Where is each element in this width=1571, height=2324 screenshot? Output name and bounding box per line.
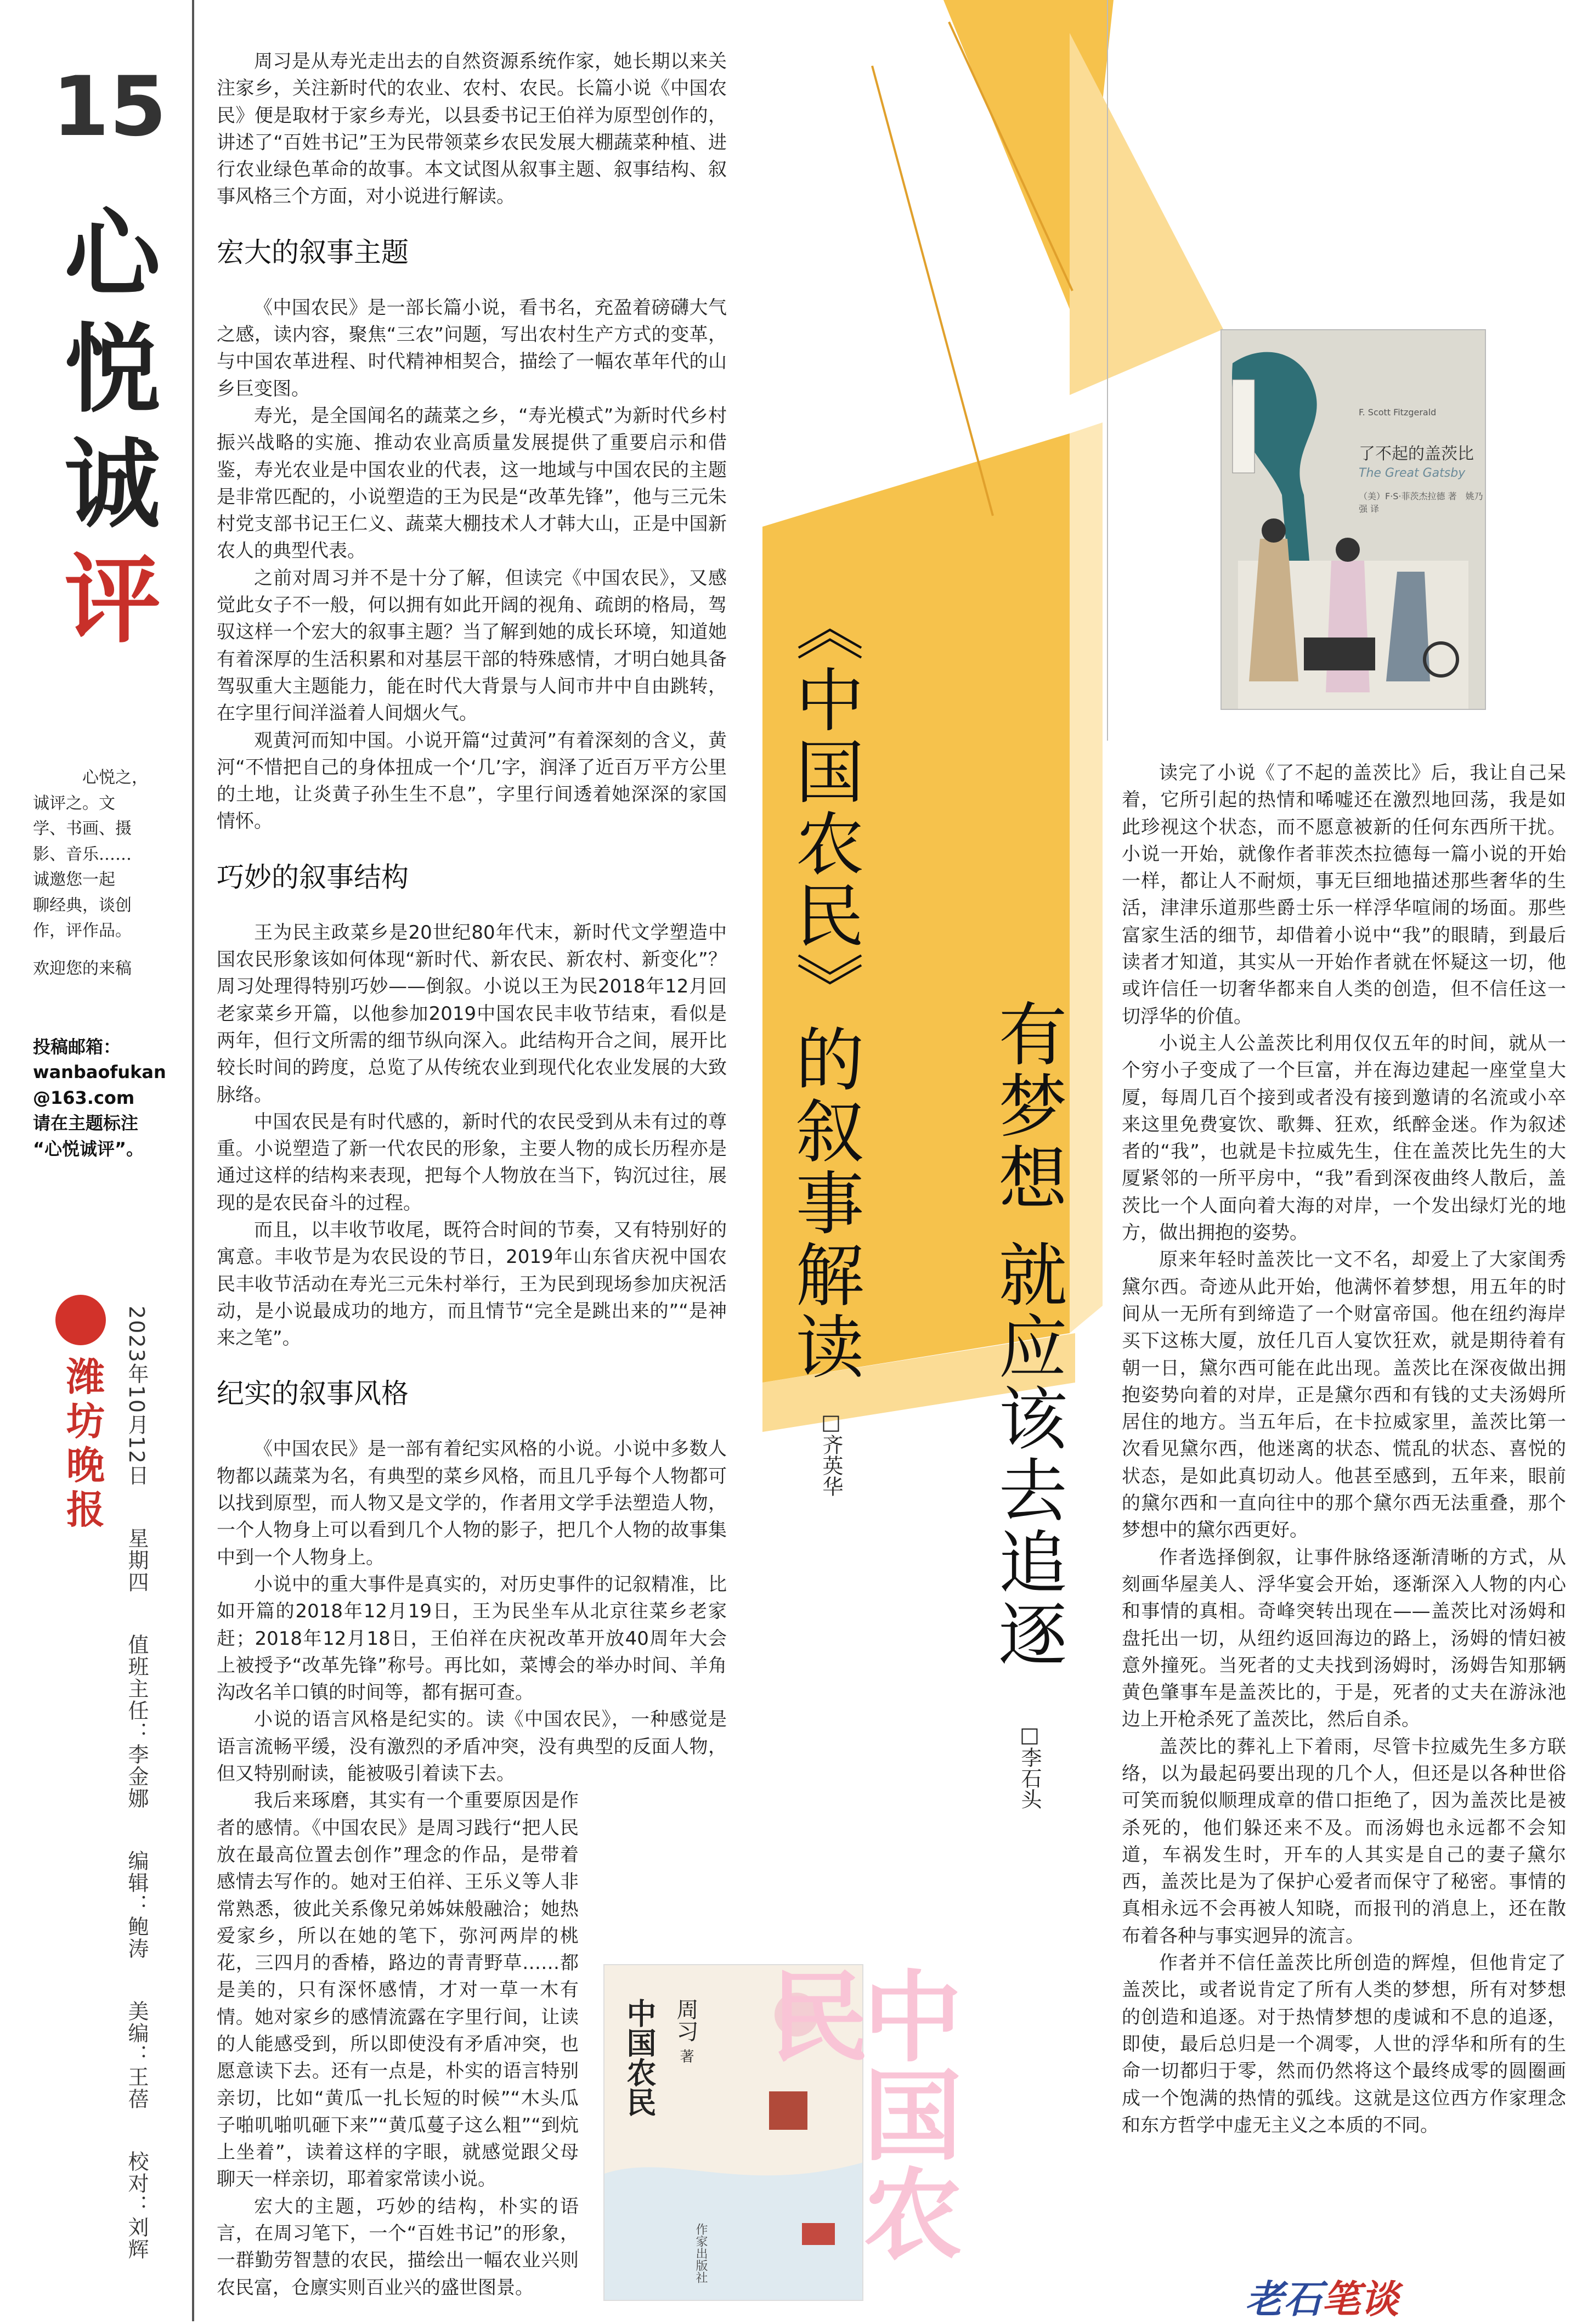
article-paragraph: 《中国农民》是一部长篇小说，看书名，充盈着磅礴大气之感，读内容，聚焦“三农”问题，写出农村生产方式的变革，与中国农革进程、时代精神相契合，描绘了一幅农革年代的山乡巨变图。	[217, 296, 727, 400]
article-paragraph: 作者并不信任盖茨比所创造的辉煌，但他肯定了盖茨比，或者说肯定了所有人类的梦想，所有对梦想的创造和追逐。对于热情梦想的虔诚和不息的追逐，即使，最后总归是一个凋零，人世的浮华和所有的生命一切都归于零，然而仍然将这个最终成零的圆圈画成一个饱满的热情的弧线。这就是这位西方作家理念和东方哲学中虚无主义之本质的不同。	[1122, 1952, 1566, 2136]
book-publisher: 作家出版社	[694, 2223, 708, 2283]
intro-line: 诚邀您一起	[33, 870, 115, 889]
article-paragraph: 小说主人公盖茨比利用仅仅五年的时间，就从一个穷小子变成了一个巨富，并在海边建起一座堂皇大厦，每周几百个接到或者没有接到邀请的名流或小卒来这里免费宴饮、歌舞、狂欢，纸醉金迷。作为叙述者的“我”，也就是卡拉威先生，住在盖茨比先生的大厦紧邻的一所平房中，“我”看到深夜曲终人散后，盖茨比一个人面向着大海的对岸，一个发出绿灯光的地方，做出拥抱的姿势。	[1122, 1032, 1566, 1244]
article2-title: 有梦想 就应该去追逐	[987, 999, 1066, 1671]
contact-line: 请在主题标注	[33, 1113, 139, 1134]
article-paragraph: 我后来琢磨，其实有一个重要原因是作者的感情。《中国农民》是周习践行“把人民放在最高位置去创作”理念的作品，是带着感情去写作的。她对王伯祥、王乐义等人非常熟悉，彼此关系像兄弟姊妹般融洽；她热爱家乡，所以在她的笔下，弥河两岸的桃花，三四月的香椿，路边的青青野草……都是美的，只有深怀感情，才对一草一木有情。她对家乡的感情流露在字里行间，让读的人能感受到，所以即使没有矛盾冲突，也愿意读下去。还有一点是，朴实的语言特别亲切，比如“黄瓜一扎长短的时候”“木头瓜子啪叽啪叽砸下来”“黄瓜蔓子这么粗”“到炕上坐着”，读着这样的字眼，就感觉跟父母聊天一样亲切，耶着家常读小说。	[217, 1790, 579, 2191]
article1-author: □齐英华	[819, 1410, 843, 1497]
footer-column-logo	[1245, 2269, 1399, 2324]
column-intro	[33, 765, 197, 982]
cover-illustration	[1222, 330, 1485, 709]
article2-body	[1122, 760, 1566, 2139]
staff-line: 校对：刘辉	[125, 2150, 149, 2260]
contact-line: “心悦诚评”。	[33, 1138, 144, 1159]
column-name-char: 悦	[64, 314, 161, 426]
book-cover-chinese-farmer	[603, 1964, 962, 2301]
article-paragraph: 而且，以丰收节收尾，既符合时间的节奏，又有特别好的寓意。丰收节是为农民设的节日，2019年山东省庆祝中国农民丰收节活动在寿光三元朱村举行，王为民到现场参加庆祝活动，是小说最成功的地方，而且情节“完全是跳出来的”“是神来之笔”。	[217, 1219, 727, 1350]
book-cover-gatsby	[1220, 329, 1486, 710]
contact-line: 投稿邮箱：	[33, 1036, 121, 1057]
contact-line: wanbaofukan	[33, 1062, 166, 1083]
newspaper-name-char: 坊	[66, 1398, 105, 1444]
newspaper-name-char: 报	[66, 1487, 105, 1532]
article-paragraph: 小说中的重大事件是真实的，对历史事件的记叙精准，比如开篇的2018年12月19日，王为民坐车从北京往菜乡老家赶；2018年12月18日，王伯祥在庆祝改革开放40周年大会上被授予“改革先锋”称号。再比如，菜博会的举办时间、羊角沟改名羊口镇的时间等，都有据可查。	[217, 1573, 727, 1704]
article-paragraph: 原来年轻时盖茨比一文不名，却爱上了大家闺秀黛尔西。奇迹从此开始，他满怀着梦想，用五年的时间从一无所有到缔造了一个财富帝国。他在纽约海岸买下这栋大厦，放任几百人宴饮狂欢，就是期待着有朝一日，黛尔西可能在此出现。盖茨比在深夜做出拥抱姿势向着的对岸，正是黛尔西和有钱的丈夫汤姆所居住的地方。当五年后，在卡拉威家里，盖茨比第一次看见黛尔西，他迷离的状态、慌乱的状态、喜悦的状态，是如此真切动人。他甚至感到，五年来，眼前的黛尔西和一直向往中的那个黛尔西无法重叠，那个梦想中的黛尔西更好。	[1122, 1249, 1566, 1542]
issue-weekday: 星期四	[125, 1527, 149, 1593]
staff-line: 编辑：鲍涛	[125, 1849, 149, 1960]
intro-line: 影、音乐……	[33, 844, 132, 864]
article-paragraph: 之前对周习并不是十分了解，但读完《中国农民》，又感觉此女子不一般，何以拥有如此开阔的视角、疏朗的格局，驾驭这样一个宏大的叙事主题？当了解到她的成长环境，知道她有着深厚的生活积累和对基层干部的特殊感情，才明白她具备驾驭重大主题能力，能在时代大背景与人间市井中自由跳转，在字里行间洋溢着人间烟火气。	[217, 567, 727, 725]
article-paragraph: 小说的语言风格是纪实的。读《中国农民》，一种感觉是语言流畅平缓，没有激烈的矛盾冲突，没有典型的反面人物，但又特别耐读，能被吸引着读下去。	[217, 1708, 727, 1785]
book-author	[670, 1998, 702, 2063]
yellow-wedge-top	[1070, 33, 1223, 395]
newspaper-name	[64, 1355, 108, 1532]
intro-line: 心悦之，	[82, 768, 148, 787]
footer-logo-part: 老石	[1245, 2277, 1322, 2322]
book-author-en: F. Scott Fitzgerald	[1359, 407, 1437, 418]
article2-author: □李石头	[1018, 1723, 1042, 1809]
contact-line: @163.com	[33, 1087, 135, 1108]
section-heading: 巧妙的叙事结构	[217, 861, 409, 893]
book-title-en: The Great Gatsby	[1359, 466, 1466, 480]
logo-icon	[55, 1295, 106, 1345]
article1-body	[217, 48, 727, 2302]
article-paragraph: 王为民主政菜乡是20世纪80年代末，新时代文学塑造中国农民形象该如何体现“新时代、新农民、新农村、新变化”？周习处理得特别巧妙——倒叙。小说以王为民2018年12月回老家菜乡开篇，以他参加2019中国农民丰收节结束，看似是两年，但行文所需的细节纵向深入。此结构开合之间，展开比较长时间的跨度，总览了从传统农业到现代化农业发展的大致脉络。	[217, 921, 727, 1106]
article-paragraph: 周习是从寿光走出去的自然资源系统作家，她长期以来关注家乡，关注新时代的农业、农村、农民。长篇小说《中国农民》便是取材于家乡寿光，以县委书记王伯祥为原型创作的，讲述了“百姓书记”王为民带领菜乡农民发展大棚蔬菜种植、进行农业绿色革命的故事。本文试图从叙事主题、叙事结构、叙事风格三个方面，对小说进行解读。	[217, 50, 727, 208]
newspaper-name-char: 潍	[66, 1355, 105, 1400]
issue-date: 2023年10月12日	[125, 1306, 149, 1487]
article-paragraph: 寿光，是全国闻名的蔬菜之乡，“寿光模式”为新时代乡村振兴战略的实施、推动农业高质量发展提供了重要启示和借鉴，寿光农业是中国农业的代表，这一地域与中国农民的主题是非常匹配的，小说塑造的王为民是“改革先锋”，他与三元朱村党支部书记王仁义、蔬菜大棚技术人才韩大山，正是中国新农人的典型代表。	[217, 404, 727, 562]
article-paragraph: 中国农民是有时代感的，新时代的农民受到从未有过的尊重。小说塑造了新一代农民的形象，主要人物的成长历程亦是通过这样的结构来表现，把每个人物放在当下，钩沉过往，展现的是农民奋斗的过程。	[217, 1110, 727, 1214]
article1-title: 《中国农民》的叙事解读	[784, 593, 863, 1383]
issue-meta	[112, 1306, 151, 2293]
article-paragraph: 宏大的主题，巧妙的结构，朴实的语言，在周习笔下，一个“百姓书记”的形象，一群勤劳智慧的农民，描绘出一幅农业兴则农民富，仓廪实则百业兴的盛世图景。	[217, 2195, 579, 2299]
intro-line: 诚评之。文	[33, 793, 115, 813]
section-heading: 宏大的叙事主题	[217, 236, 409, 268]
newspaper-logo	[50, 1295, 111, 1352]
column-name-char: 评	[64, 545, 161, 656]
page-number: 15	[52, 59, 167, 155]
article-paragraph: 观黄河而知中国。小说开篇“过黄河”有着深刻的含义，黄河“不惜把自己的身体扭成一个‘几’字，润泽了近百万平方公里的土地，让炎黄子孙生生不息”，字里行间透着她深深的家国情怀。	[217, 729, 727, 833]
column-name-char: 诚	[64, 430, 161, 541]
book-title-cn: 中国农民	[622, 1998, 657, 2117]
welcome-text: 欢迎您的来稿	[33, 958, 132, 978]
intro-line: 作，评作品。	[33, 921, 132, 940]
article-paragraph: 作者选择倒叙，让事件脉络逐渐清晰的方式，从刻画华屋美人、浮华宴会开始，逐渐深入人物的内心和事情的真相。奇峰突转出现在——盖茨比对汤姆和盘托出一切，从纽约返回海边的路上，汤姆的情妇被意外撞死。当死者的丈夫找到汤姆时，汤姆告知那辆黄色肇事车是盖茨比的，于是，死者的丈夫在游泳池边上开枪杀死了盖茨比，然后自杀。	[1122, 1546, 1566, 1731]
decor-line	[872, 66, 993, 516]
newspaper-name-char: 晚	[66, 1443, 105, 1488]
column-name	[58, 198, 167, 658]
staff-line: 美编：王蓓	[125, 2000, 149, 2110]
footer-logo-part: 笔谈	[1322, 2277, 1399, 2322]
section-heading: 纪实的叙事风格	[217, 1378, 409, 1410]
book-translator: （美）F·S·菲茨杰拉德 著 姚乃强 译	[1359, 491, 1483, 514]
staff-line: 值班主任：李金娜	[125, 1633, 149, 1809]
book-author-suffix: 著	[677, 2049, 694, 2063]
cover-big-title: 中国农民	[753, 1965, 962, 2261]
intro-line: 学、书画、摄	[33, 819, 132, 838]
pale-band-shape	[1070, 422, 1103, 1333]
article-paragraph: 读完了小说《了不起的盖茨比》后，我让自己呆着，它所引起的热情和唏嘘还在激烈地回荡，我是如此珍视这个状态，而不愿意被新的任何东西所干扰。小说一开始，就像作者菲茨杰拉德每一篇小说的开始一样，都让人不耐烦，事无巨细地描述那些奢华的生活，津津乐道那些爵士乐一样浮华喧闹的场面。那些富家生活的细节，却借着小说中“我”的眼睛，到最后读者才知道，其实从一开始作者就在怀疑这一切，他或许信任一切奢华都来自人类的创造，但不信任这一切浮华的价值。	[1122, 762, 1566, 1028]
book-author-name: 周习	[673, 1998, 698, 2042]
article-paragraph: 盖茨比的葬礼上下着雨，尽管卡拉威先生多方联络，以为最起码要出现的几个人，但还是以各种世俗可笑而貌似顺理成章的借口拒绝了，因为盖茨比是被杀死的，他们躲还来不及。而汤姆也永远都不会知道，车祸发生时，开车的人其实是自己的妻子黛尔西，盖茨比是为了保护心爱者而保守了秘密。事情的真相永远不会再被人知晓，而报刊的消息上，还在散布着各种与事实迥异的流言。	[1122, 1735, 1566, 1947]
contact-info	[33, 1034, 197, 1161]
article-paragraph: 《中国农民》是一部有着纪实风格的小说。小说中多数人物都以蔬菜为名，有典型的菜乡风格，而且几乎每个人物都可以找到原型，而人物又是文学的，作者用文学手法塑造人物，一个人物身上可以看到几个人物的影子，把几个人物的故事集中到一个人物身上。	[217, 1438, 727, 1569]
book-title-cn: 了不起的盖茨比	[1359, 444, 1474, 464]
column-name-char: 心	[64, 199, 161, 311]
intro-line: 聊经典，谈创	[33, 895, 132, 915]
column-divider	[1107, 0, 1108, 741]
